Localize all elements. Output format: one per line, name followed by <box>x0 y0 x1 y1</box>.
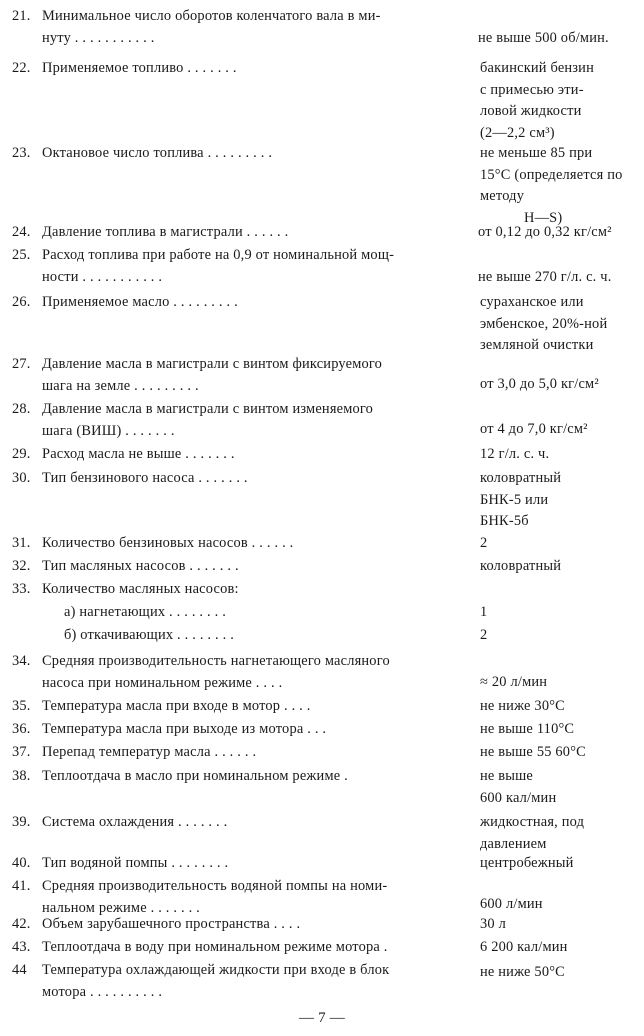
page-number: — 7 — <box>299 1010 345 1026</box>
item-number: 25. <box>12 247 31 263</box>
item-value: не ниже 50°С <box>480 964 565 980</box>
item-value: 2 <box>480 627 488 643</box>
item-number: 27. <box>12 356 31 372</box>
item-label: Применяемое масло . . . . . . . . . <box>42 294 238 310</box>
item-value: сураханское или эмбенское, 20%-ной земляной очистки <box>480 294 608 353</box>
item-label: Теплоотдача в масло при номинальном режиме . <box>42 768 348 784</box>
item-value: не меньше 85 при 15°С (определяется по методу H—S) <box>480 145 623 226</box>
item-label: Средняя производительность нагнетающего масляного насоса при номинальном режиме . . . . <box>42 653 390 691</box>
item-label: Объем зарубашечного пространства . . . . <box>42 916 301 932</box>
item-label: Температура масла при входе в мотор . . . . <box>42 698 311 714</box>
item-value: 12 г/л. с. ч. <box>480 446 550 462</box>
item-value: не ниже 30°С <box>480 698 565 714</box>
item-value: коловратный БНК-5 или БНК-5б <box>480 470 562 529</box>
item-label: Теплоотдача в воду при номинальном режиме мотора . <box>42 939 388 955</box>
item-label: Тип масляных насосов . . . . . . . <box>42 558 239 574</box>
item-value: бакинский бензин с примесью эти- ловой жидкости (2—2,2 см³) <box>480 60 594 141</box>
item-number: 43. <box>12 939 31 955</box>
item-label: Давление топлива в магистрали . . . . . . <box>42 224 289 240</box>
item-number: 26. <box>12 294 31 310</box>
item-value: 2 <box>480 535 488 551</box>
item-label: Минимальное число оборотов коленчатого вала в ми- нуту . . . . . . . . . . . <box>42 8 381 46</box>
item-number: 29. <box>12 446 31 462</box>
item-label: Перепад температур масла . . . . . . <box>42 744 257 760</box>
item-label: Температура охлаждающей жидкости при входе в блок мотора . . . . . . . . . . <box>42 962 390 1000</box>
item-label: Количество бензиновых насосов . . . . . . <box>42 535 294 551</box>
item-number: 42. <box>12 916 31 932</box>
item-value: 6 200 кал/мин <box>480 939 568 955</box>
item-number: 37. <box>12 744 31 760</box>
item-number: 22. <box>12 60 31 76</box>
item-number: 32. <box>12 558 31 574</box>
item-value: от 0,12 до 0,32 кг/см² <box>478 224 612 240</box>
item-number: 23. <box>12 145 31 161</box>
item-value: не выше 500 об/мин. <box>478 30 609 46</box>
item-label: а) нагнетающих . . . . . . . . <box>64 604 226 620</box>
item-value: 600 л/мин <box>480 896 543 912</box>
item-label: Тип водяной помпы . . . . . . . . <box>42 855 229 871</box>
item-number: 31. <box>12 535 31 551</box>
item-number: 36. <box>12 721 31 737</box>
item-number: 28. <box>12 401 31 417</box>
item-value: ≈ 20 л/мин <box>480 674 548 690</box>
item-number: 33. <box>12 581 31 597</box>
item-label: Система охлаждения . . . . . . . <box>42 814 228 830</box>
item-label: Октановое число топлива . . . . . . . . . <box>42 145 273 161</box>
item-value: не выше 110°С <box>480 721 575 737</box>
item-number: 39. <box>12 814 31 830</box>
item-number: 44 <box>12 962 27 978</box>
item-number: 38. <box>12 768 31 784</box>
item-value: центробежный <box>480 855 574 871</box>
item-value: от 4 до 7,0 кг/см² <box>480 421 588 437</box>
item-label: Давление масла в магистрали с винтом изменяемого шага (ВИШ) . . . . . . . <box>42 401 374 439</box>
item-value: не выше 270 г/л. с. ч. <box>478 269 612 285</box>
item-value: не выше 55 60°С <box>480 744 586 760</box>
item-number: 40. <box>12 855 31 871</box>
item-label: Давление масла в магистрали с винтом фиксируемого шага на земле . . . . . . . . . <box>42 356 383 394</box>
item-value: не выше 600 кал/мин <box>480 768 557 806</box>
item-number: 35. <box>12 698 31 714</box>
item-label: Расход масла не выше . . . . . . . <box>42 446 235 462</box>
item-value: 30 л <box>480 916 506 932</box>
item-number: 34. <box>12 653 31 669</box>
item-label: Расход топлива при работе на 0,9 от номинальной мощ- ности . . . . . . . . . . . <box>42 247 395 285</box>
item-value: от 3,0 до 5,0 кг/см² <box>480 376 599 392</box>
item-number: 41. <box>12 878 31 894</box>
item-value: 1 <box>480 604 488 620</box>
item-label: Количество масляных насосов: <box>42 581 239 597</box>
item-value: жидкостная, под давлением <box>480 814 585 852</box>
item-label: Температура масла при выходе из мотора . . . <box>42 721 327 737</box>
item-number: 24. <box>12 224 31 240</box>
item-value: коловратный <box>480 558 562 574</box>
item-number: 21. <box>12 8 31 24</box>
item-label: Применяемое топливо . . . . . . . <box>42 60 237 76</box>
item-label: Средняя производительность водяной помпы на номи- нальном режиме . . . . . . . <box>42 878 388 916</box>
item-label: Тип бензинового насоса . . . . . . . <box>42 470 248 486</box>
item-label: б) откачивающих . . . . . . . . <box>64 627 235 643</box>
item-number: 30. <box>12 470 31 486</box>
